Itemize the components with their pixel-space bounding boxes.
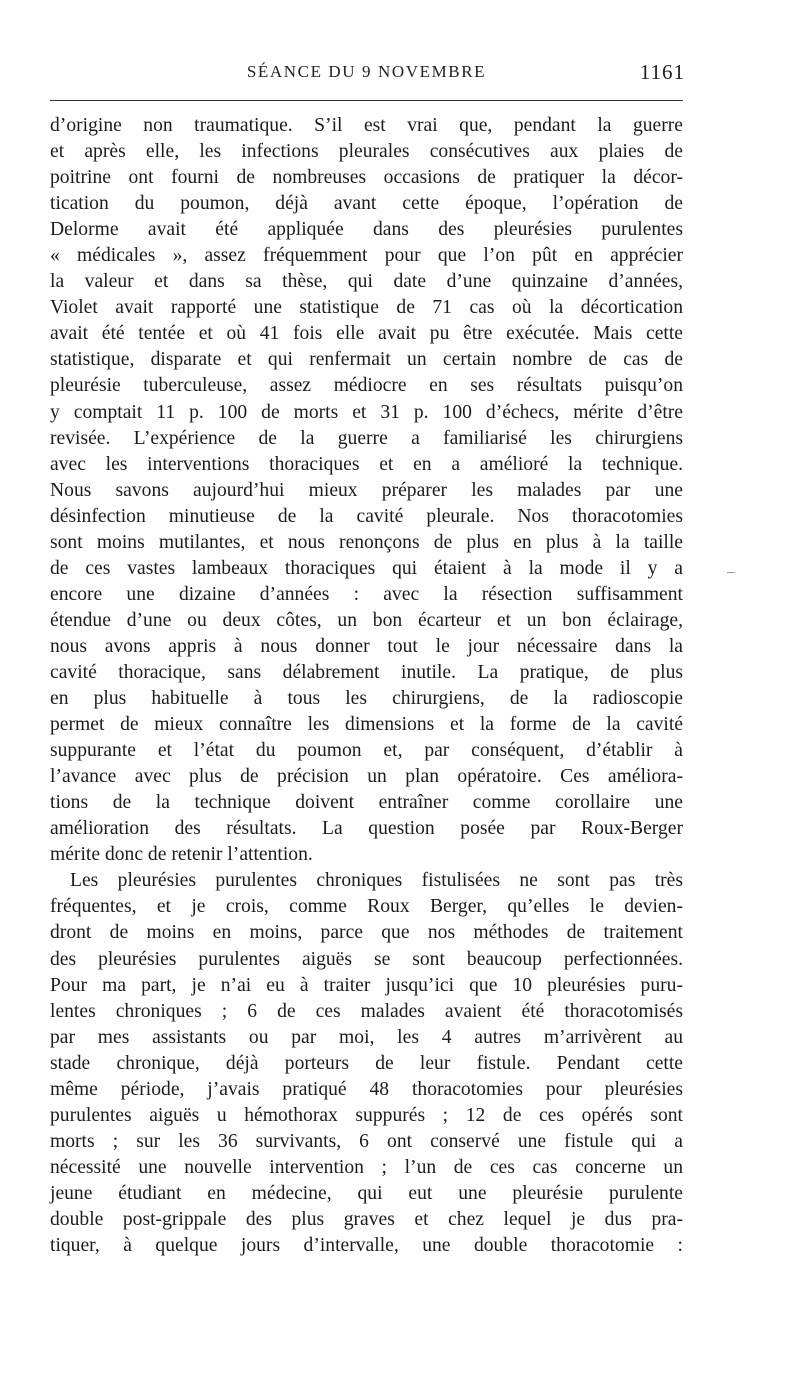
text-line: désinfection minutieuse de la cavité pleurale. Nos thoracotomies: [50, 505, 683, 527]
text-line: revisée. L’expérience de la guerre a familiarisé les chirurgiens: [50, 427, 683, 449]
text-line: stade chronique, déjà porteurs de leur fistule. Pendant cette: [50, 1052, 683, 1074]
paragraph-start-line: Les pleurésies purulentes chroniques fistulisées ne sont pas très: [70, 870, 683, 892]
text-line: Violet avait rapporté une statistique de 71 cas où la décortication: [50, 297, 683, 319]
text-line: nous avons appris à nous donner tout le jour nécessaire dans la: [50, 635, 683, 657]
text-line: jeune étudiant en médecine, qui eut une pleurésie purulente: [50, 1182, 683, 1204]
text-line: cavité thoracique, sans délabrement inutile. La pratique, de plus: [50, 661, 683, 683]
text-line: morts ; sur les 36 survivants, 6 ont conservé une fistule qui a: [50, 1130, 683, 1152]
text-line: permet de mieux connaître les dimensions et la forme de la cavité: [50, 714, 683, 736]
text-line: tication du poumon, déjà avant cette époque, l’opération de: [50, 193, 683, 215]
text-line: de ces vastes lambeaux thoraciques qui étaient à la mode il y a: [50, 557, 683, 579]
text-line: amélioration des résultats. La question posée par Roux-Berger: [50, 818, 683, 840]
text-line: Pour ma part, je n’ai eu à traiter jusqu’ici que 10 pleurésies puru-: [50, 974, 683, 996]
text-line: lentes chroniques ; 6 de ces malades avaient été thoracotomisés: [50, 1000, 683, 1022]
body-text: [50, 113, 683, 1259]
text-line: purulentes aiguës u hémothorax suppurés ; 12 de ces opérés sont: [50, 1104, 683, 1126]
text-line: dront de moins en moins, parce que nos méthodes de traitement: [50, 922, 683, 944]
text-line: nécessité une nouvelle intervention ; l’un de ces cas concerne un: [50, 1156, 683, 1178]
text-line: Delorme avait été appliquée dans des pleurésies purulentes: [50, 219, 683, 241]
text-line: avec les interventions thoraciques et en a amélioré la technique.: [50, 453, 683, 475]
text-line: « médicales », assez fréquemment pour que l’on pût en apprécier: [50, 245, 683, 267]
text-line: en plus habituelle à tous les chirurgiens, de la radioscopie: [50, 688, 683, 710]
text-line: y comptait 11 p. 100 de morts et 31 p. 100 d’échecs, mérite d’être: [50, 401, 683, 423]
text-line: suppurante et l’état du poumon et, par conséquent, d’établir à: [50, 740, 683, 762]
running-head: [50, 60, 683, 88]
text-line: tions de la technique doivent entraîner comme corollaire une: [50, 792, 683, 814]
text-line: étendue d’une ou deux côtes, un bon écarteur et un bon éclairage,: [50, 609, 683, 631]
paragraph-end-line: mérite donc de retenir l’attention.: [50, 844, 313, 866]
text-line: double post-grippale des plus graves et chez lequel je dus pra-: [50, 1208, 683, 1230]
text-line: sont moins mutilantes, et nous renonçons de plus en plus à la taille: [50, 531, 683, 553]
text-line: des pleurésies purulentes aiguës se sont beaucoup perfectionnées.: [50, 948, 683, 970]
text-line: statistique, disparate et qui renfermait un certain nombre de cas de: [50, 349, 683, 371]
text-line: pleurésie tuberculeuse, assez médiocre en ses résultats puisqu’on: [50, 375, 683, 397]
text-line: encore une dizaine d’années : avec la résection suffisamment: [50, 583, 683, 605]
header-rule: [50, 100, 683, 101]
text-line: d’origine non traumatique. S’il est vrai que, pendant la guerre: [50, 115, 683, 136]
margin-dash-mark: [727, 572, 735, 573]
text-line: même période, j’avais pratiqué 48 thoracotomies pour pleurésies: [50, 1078, 683, 1100]
text-line: tiquer, à quelque jours d’intervalle, une double thoracotomie :: [50, 1235, 683, 1257]
text-line: par mes assistants ou par moi, les 4 autres m’arrivèrent au: [50, 1026, 683, 1048]
text-line: la valeur et dans sa thèse, qui date d’une quinzaine d’années,: [50, 271, 683, 293]
page-number: 1161: [639, 60, 685, 84]
text-line: fréquentes, et je crois, comme Roux Berger, qu’elles le devien-: [50, 896, 683, 918]
text-line: l’avance avec plus de précision un plan opératoire. Ces améliora-: [50, 766, 683, 788]
running-title: SÉANCE DU 9 NOVEMBRE: [246, 62, 487, 81]
text-line: poitrine ont fourni de nombreuses occasions de pratiquer la décor-: [50, 167, 683, 189]
text-line: et après elle, les infections pleurales consécutives aux plaies de: [50, 141, 683, 163]
text-line: avait été tentée et où 41 fois elle avait pu être exécutée. Mais cette: [50, 323, 683, 345]
text-line: Nous savons aujourd’hui mieux préparer les malades par une: [50, 479, 683, 501]
